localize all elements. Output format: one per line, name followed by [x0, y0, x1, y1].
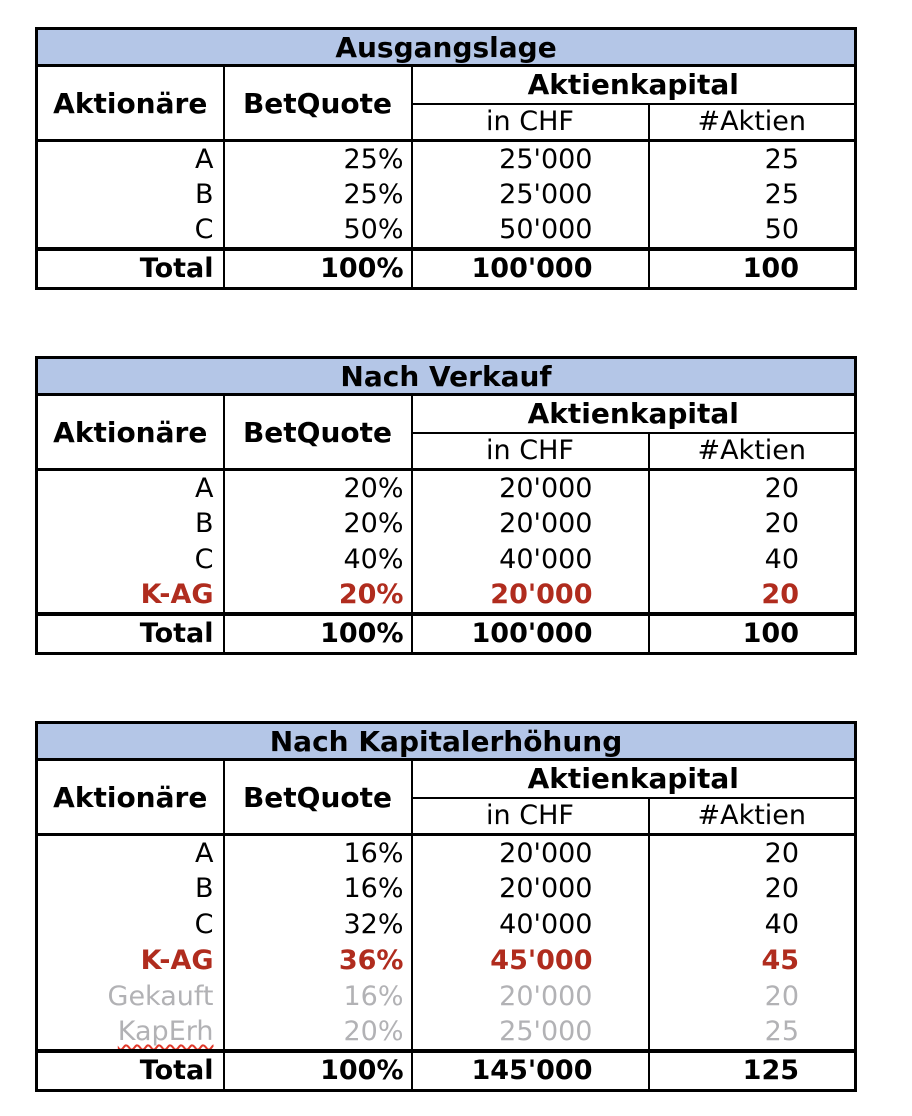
col-header-chf: in CHF: [412, 104, 649, 141]
header-row-main: [37, 66, 856, 104]
total-shares-cell: 100: [649, 614, 856, 654]
quota-cell: 40%: [224, 542, 412, 578]
table-row: [37, 141, 856, 177]
shareholder-cell: B: [37, 177, 224, 213]
shareholder-cell: B: [37, 871, 224, 907]
col-header-shares: #Aktien: [649, 798, 856, 835]
table-nach-verkauf: [35, 356, 857, 655]
table-row: [37, 979, 856, 1015]
shareholder-cell: B: [37, 506, 224, 542]
table-row: [37, 835, 856, 871]
quota-cell: 16%: [224, 979, 412, 1015]
table-row: [37, 1015, 856, 1051]
shareholder-cell: C: [37, 542, 224, 578]
col-header-capital-group: Aktienkapital: [412, 395, 856, 433]
shares-cell: 40: [649, 907, 856, 943]
total-row: [37, 614, 856, 654]
shares-cell: 25: [649, 177, 856, 213]
chf-cell: 25'000: [412, 141, 649, 177]
shareholder-cell: Gekauft: [37, 979, 224, 1015]
table-row: [37, 213, 856, 249]
quota-cell: 25%: [224, 177, 412, 213]
table-title: Ausgangslage: [37, 29, 856, 66]
shareholder-cell: C: [37, 213, 224, 249]
total-quota-cell: 100%: [224, 614, 412, 654]
total-quota-cell: 100%: [224, 249, 412, 289]
table-nach-kapitalerhoehung: [35, 721, 857, 1092]
table-row: [37, 943, 856, 979]
shares-cell: 25: [649, 1015, 856, 1051]
shareholder-cell: K-AG: [37, 943, 224, 979]
chf-cell: 20'000: [412, 979, 649, 1015]
quota-cell: 25%: [224, 141, 412, 177]
shares-cell: 20: [649, 871, 856, 907]
shareholder-cell: A: [37, 141, 224, 177]
quota-cell: 16%: [224, 835, 412, 871]
chf-cell: 40'000: [412, 542, 649, 578]
col-header-quota: BetQuote: [224, 760, 412, 835]
col-header-shares: #Aktien: [649, 104, 856, 141]
title-band-row: [37, 358, 856, 395]
total-chf-cell: 145'000: [412, 1051, 649, 1091]
table-row: [37, 506, 856, 542]
table-title: Nach Kapitalerhöhung: [37, 723, 856, 760]
quota-cell: 20%: [224, 470, 412, 506]
table-body: [37, 835, 856, 1091]
col-header-shareholders: Aktionäre: [37, 395, 224, 470]
col-header-chf: in CHF: [412, 433, 649, 470]
col-header-quota: BetQuote: [224, 66, 412, 141]
col-header-capital-group: Aktienkapital: [412, 66, 856, 104]
total-shareholder-cell: Total: [37, 1051, 224, 1091]
shares-cell: 20: [649, 578, 856, 614]
shares-cell: 20: [649, 470, 856, 506]
total-shares-cell: 100: [649, 249, 856, 289]
col-header-shareholders: Aktionäre: [37, 760, 224, 835]
quota-cell: 50%: [224, 213, 412, 249]
shares-cell: 20: [649, 835, 856, 871]
chf-cell: 20'000: [412, 470, 649, 506]
quota-cell: 20%: [224, 1015, 412, 1051]
table-row: [37, 578, 856, 614]
spellcheck-flagged-text: KapErh: [117, 1016, 214, 1047]
quota-cell: 16%: [224, 871, 412, 907]
table-row: [37, 871, 856, 907]
chf-cell: 40'000: [412, 907, 649, 943]
chf-cell: 20'000: [412, 835, 649, 871]
shares-cell: 50: [649, 213, 856, 249]
shareholder-cell: K-AG: [37, 578, 224, 614]
col-header-shareholders: Aktionäre: [37, 66, 224, 141]
shareholder-cell: [37, 1015, 224, 1051]
shares-cell: 20: [649, 979, 856, 1015]
shareholder-cell: A: [37, 470, 224, 506]
shares-cell: 45: [649, 943, 856, 979]
total-row: [37, 249, 856, 289]
shareholder-cell: C: [37, 907, 224, 943]
total-shareholder-cell: Total: [37, 249, 224, 289]
table-row: [37, 470, 856, 506]
title-band-row: [37, 29, 856, 66]
total-row: [37, 1051, 856, 1091]
quota-cell: 32%: [224, 907, 412, 943]
total-chf-cell: 100'000: [412, 614, 649, 654]
chf-cell: 45'000: [412, 943, 649, 979]
total-quota-cell: 100%: [224, 1051, 412, 1091]
chf-cell: 50'000: [412, 213, 649, 249]
header-row-main: [37, 760, 856, 798]
col-header-shares: #Aktien: [649, 433, 856, 470]
chf-cell: 25'000: [412, 1015, 649, 1051]
col-header-capital-group: Aktienkapital: [412, 760, 856, 798]
shares-cell: 25: [649, 141, 856, 177]
total-shareholder-cell: Total: [37, 614, 224, 654]
total-chf-cell: 100'000: [412, 249, 649, 289]
table-row: [37, 907, 856, 943]
col-header-quota: BetQuote: [224, 395, 412, 470]
quota-cell: 36%: [224, 943, 412, 979]
shareholder-cell: A: [37, 835, 224, 871]
table-ausgangslage: [35, 27, 857, 290]
table-row: [37, 177, 856, 213]
header-row-main: [37, 395, 856, 433]
table-body: [37, 141, 856, 289]
quota-cell: 20%: [224, 506, 412, 542]
title-band-row: [37, 723, 856, 760]
col-header-chf: in CHF: [412, 798, 649, 835]
chf-cell: 20'000: [412, 578, 649, 614]
quota-cell: 20%: [224, 578, 412, 614]
chf-cell: 20'000: [412, 506, 649, 542]
shares-cell: 20: [649, 506, 856, 542]
chf-cell: 25'000: [412, 177, 649, 213]
table-row: [37, 542, 856, 578]
shares-cell: 40: [649, 542, 856, 578]
chf-cell: 20'000: [412, 871, 649, 907]
table-body: [37, 470, 856, 654]
table-title: Nach Verkauf: [37, 358, 856, 395]
total-shares-cell: 125: [649, 1051, 856, 1091]
